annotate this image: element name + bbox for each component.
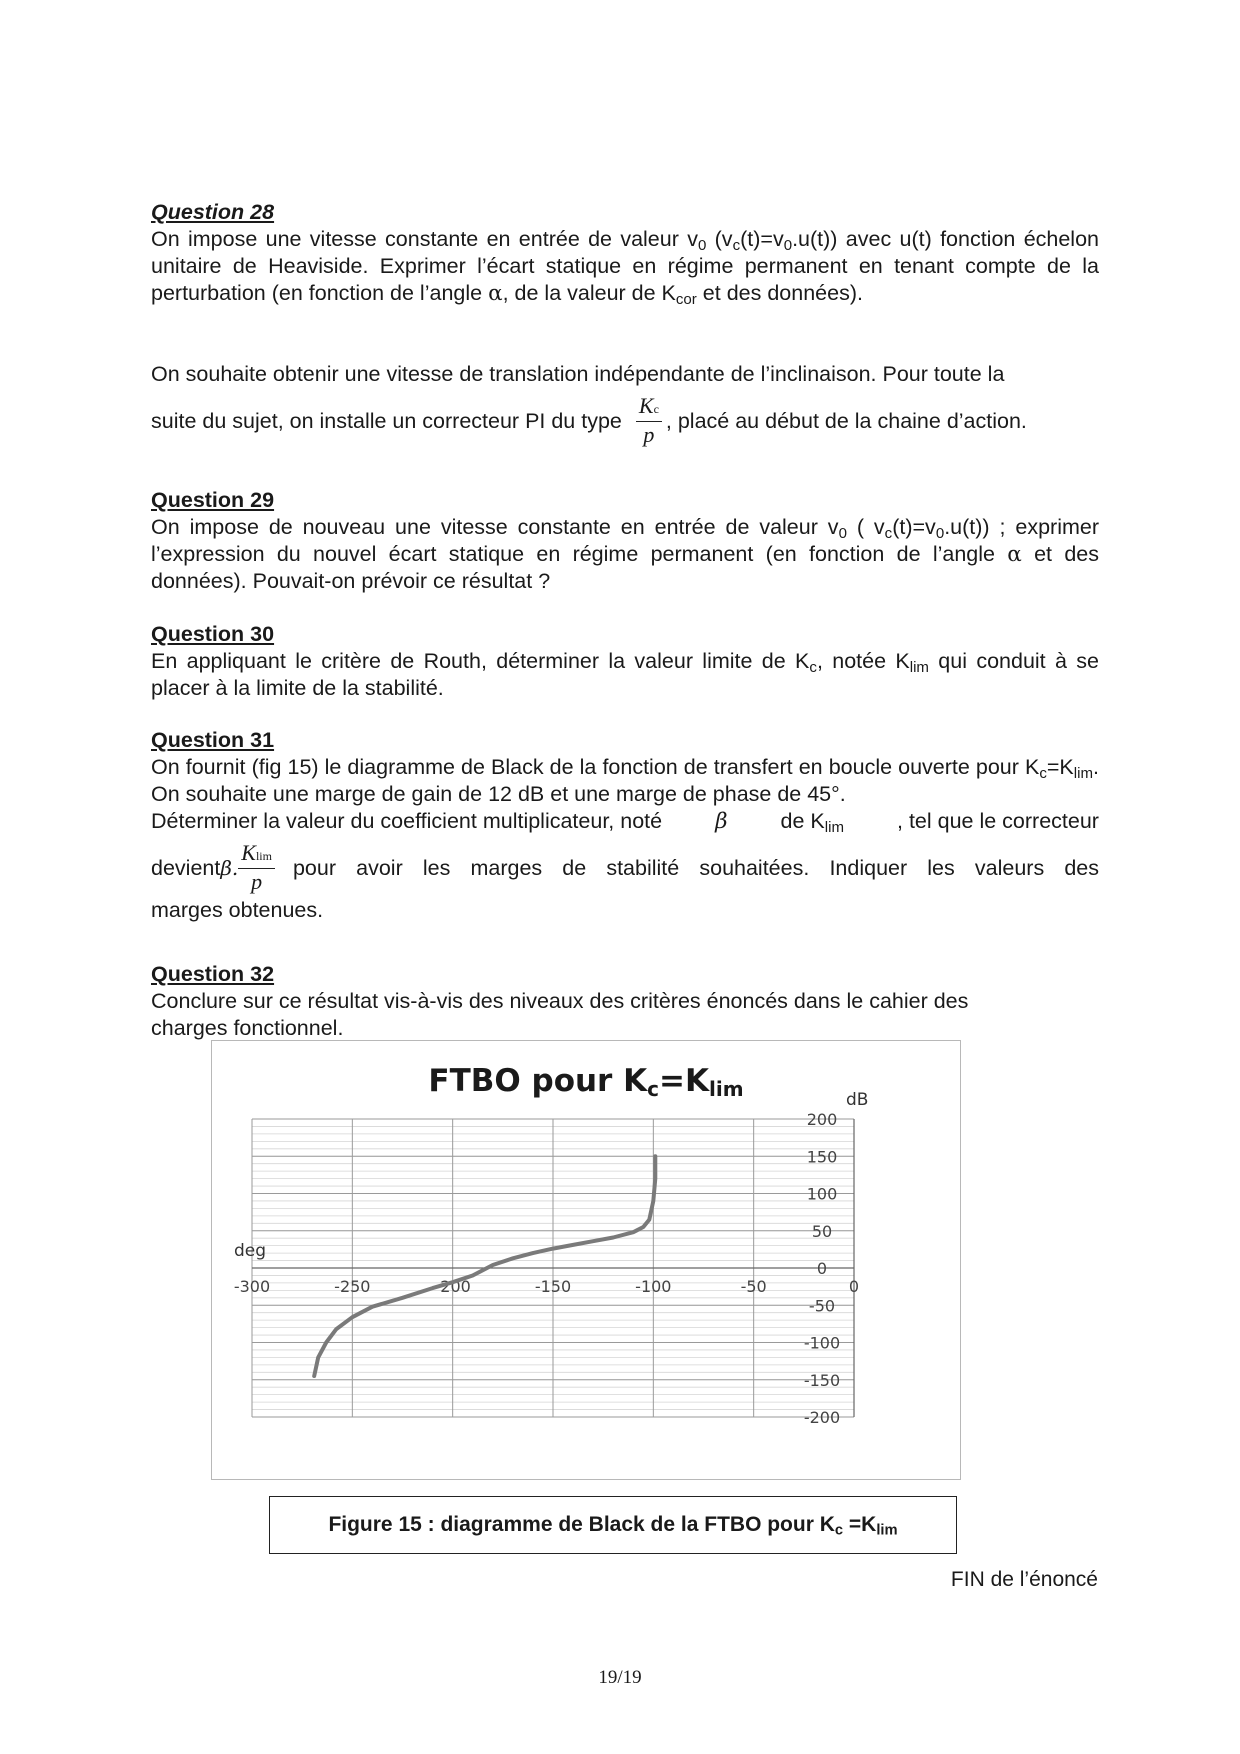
y-tick-label: 0 [816, 1259, 828, 1278]
end-note: FIN de l’énoncé [950, 1568, 1098, 1591]
series-line-ftbo [314, 1156, 655, 1376]
y-tick-label: -150 [803, 1370, 841, 1390]
y-tick-label: 50 [811, 1221, 833, 1241]
question-31-line-5: marges obtenues. [151, 898, 324, 922]
chart-series [314, 1156, 655, 1376]
pi-corrector-fraction: $\frac{Kc}{p}$ [636, 394, 662, 448]
black-diagram-figure [211, 1040, 961, 1480]
question-32-title: Question 32 [151, 962, 275, 986]
y-tick-label: -200 [803, 1408, 841, 1427]
chart-plot [212, 1041, 960, 1479]
question-29 [151, 487, 1099, 595]
y-tick-label: 150 [806, 1147, 838, 1167]
x-tick-label: -250 [334, 1277, 371, 1296]
question-28-text: On impose une vitesse constante en entrée de valeur $v_0$ $(v_c(t)=v_0.u(t))$ avec u(t) fonction échelon unitaire de Heaviside. Exprimer l’écart statique en régime permanent en tenant compte de la perturbation (en fonction de l’angle α, de la valeur de $K_{cor}$ et des données). [151, 227, 1100, 308]
question-29-text: On impose de nouveau une vitesse constante en entrée de valeur $v_0$ ( $v_c(t)=v_0.u(t)$) ; exprimer l’expression du nouvel écart statique en régime permanent (en fonction de l’angle α et des données). Pouvait-on prévoir ce résultat ? [151, 515, 1099, 593]
question-28 [151, 199, 1099, 307]
question-30-text: En appliquant le critère de Routh, déterminer la valeur limite de $K_c$, notée $K_{lim}$ qui conduit à se placer à la limite de la stabilité. [151, 649, 1099, 700]
x-tick-label: -200 [434, 1277, 471, 1296]
x-tick-label: -300 [233, 1277, 271, 1296]
y-tick-label: 200 [806, 1110, 838, 1129]
question-31-line-4: devient β. $\frac{Klim}{p}$ pour avoir les marges de stabilité souhaitées. Indiquer les valeurs des [151, 840, 1099, 894]
intro-paragraph [151, 361, 1099, 448]
question-30 [151, 621, 1099, 702]
question-29-title: Question 29 [151, 488, 275, 512]
question-31 [151, 727, 1099, 924]
question-30-title: Question 30 [151, 622, 275, 646]
x-tick-label: -50 [740, 1277, 767, 1296]
y-tick-label: -50 [808, 1296, 836, 1316]
question-31-line-3: Déterminer la valeur du coefficient multiplicateur, noté β de $K_{lim}$ , tel que le correcteur [151, 809, 1099, 836]
figure-caption: Figure 15 : diagramme de Black de la FTBO pour $K_c =K_{lim}$ [269, 1496, 957, 1554]
y-tick-label: -100 [803, 1333, 841, 1353]
x-tick-label: -150 [534, 1277, 572, 1296]
question-32 [151, 961, 1031, 1042]
chart-x-label: deg [234, 1241, 267, 1261]
page-number: 19/19 [598, 1667, 642, 1688]
x-tick-label: -100 [635, 1277, 672, 1296]
intro-line-2: suite du sujet, on installe un correcteur PI du type $\frac{Kc}{p}$ , placé au début de la chaine d’action. [151, 393, 1027, 447]
beta-corrector-fraction: $\frac{Klim}{p}$ [238, 841, 275, 895]
chart-x-ticks [234, 1277, 859, 1296]
question-32-text: Conclure sur ce résultat vis-à-vis des niveaux des critères énoncés dans le cahier des charges fonctionnel. [151, 989, 969, 1040]
chart-title: FTBO pour $K_c=K_{lim}$ [428, 1063, 744, 1101]
question-31-text: On fournit (fig 15) le diagramme de Black de la fonction de transfert en boucle ouverte pour $K_c=K_{lim}$. On souhaite une marge de gain de 12 dB et une marge de phase de 45°. [151, 755, 1099, 806]
intro-line-1: On souhaite obtenir une vitesse de translation indépendante de l’inclinaison. Pour toute la [151, 362, 1005, 386]
question-31-title: Question 31 [151, 728, 275, 752]
x-tick-label: 0 [848, 1277, 860, 1296]
chart-y-label: dB [846, 1090, 869, 1110]
y-tick-label: 100 [806, 1184, 838, 1204]
question-28-title: Question 28 [151, 200, 275, 224]
